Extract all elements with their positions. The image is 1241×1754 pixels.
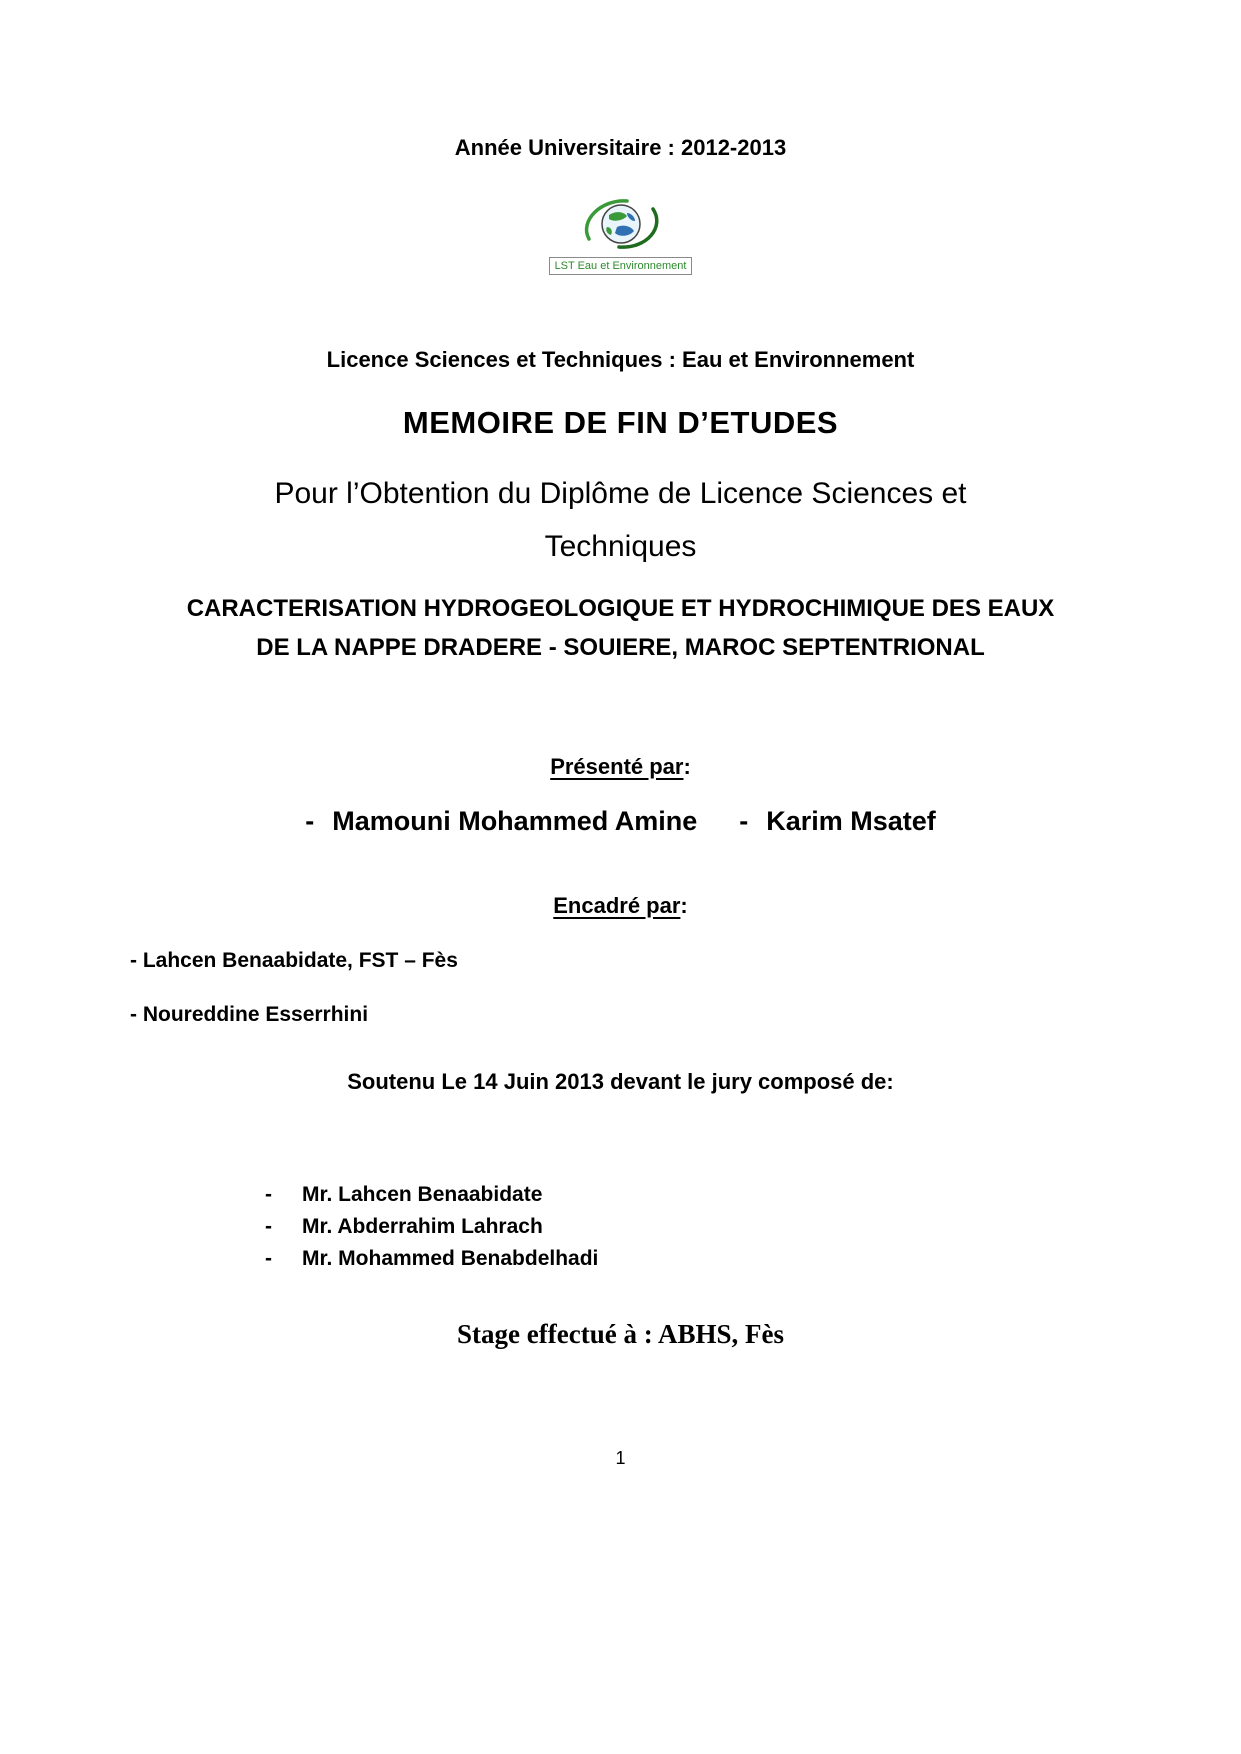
- presented-by-colon: :: [683, 753, 691, 779]
- logo-caption: LST Eau et Environnement: [549, 257, 693, 275]
- presented-by-heading: [0, 754, 1241, 780]
- presented-by-label: Présenté par: [550, 753, 684, 779]
- jury-3-dash: -: [265, 1246, 272, 1270]
- jury-1-dash: -: [265, 1182, 272, 1206]
- jury-3-name: Mr. Mohammed Benabdelhadi: [302, 1246, 599, 1270]
- jury-2-name: Mr. Abderrahim Lahrach: [302, 1214, 543, 1238]
- jury-2-dash: -: [265, 1214, 272, 1238]
- jury-member-row: [265, 1211, 1241, 1243]
- supervisors-list: [130, 949, 1241, 1027]
- program-line: Licence Sciences et Techniques : Eau et Environnement: [326, 347, 915, 372]
- academic-year: Année Universitaire : 2012-2013: [454, 135, 787, 160]
- presenter-1-name: Mamouni Mohammed Amine: [332, 805, 698, 836]
- subtitle-line-2: Techniques: [544, 530, 697, 564]
- page-number: 1: [615, 1448, 626, 1468]
- supervised-by-heading: [0, 893, 1241, 919]
- presenter-2-name: Karim Msatef: [766, 805, 936, 836]
- presenters-line: [0, 806, 1241, 837]
- jury-member-row: [265, 1243, 1241, 1275]
- presenter-1-dash: -: [305, 805, 315, 836]
- supervisor-1: - Lahcen Benaabidate, FST – Fès: [130, 948, 458, 972]
- supervised-by-label: Encadré par: [553, 892, 681, 918]
- supervisor-2: - Noureddine Esserrhini: [130, 1002, 369, 1026]
- presenter-2-dash: -: [739, 805, 749, 836]
- jury-list: [265, 1179, 1241, 1275]
- thesis-title-line-1: CARACTERISATION HYDROGEOLOGIQUE ET HYDROCHIMIQUE DES EAUX: [186, 594, 1055, 622]
- internship-line: Stage effectué à : ABHS, Fès: [457, 1318, 784, 1349]
- thesis-title: [0, 590, 1241, 668]
- lst-logo: [553, 191, 689, 275]
- supervised-by-colon: :: [680, 892, 688, 918]
- main-title: MEMOIRE DE FIN D’ETUDES: [402, 405, 839, 440]
- thesis-title-line-2: DE LA NAPPE DRADERE - SOUIERE, MAROC SEPTENTRIONAL: [256, 633, 985, 661]
- subtitle: [0, 467, 1241, 574]
- jury-member-row: [265, 1179, 1241, 1211]
- defense-line: Soutenu Le 14 Juin 2013 devant le jury composé de:: [347, 1068, 894, 1094]
- globe-logo-icon: [561, 191, 681, 257]
- logo-container: [0, 191, 1241, 275]
- subtitle-line-1: Pour l’Obtention du Diplôme de Licence Sciences et: [274, 477, 967, 510]
- jury-1-name: Mr. Lahcen Benaabidate: [302, 1182, 543, 1206]
